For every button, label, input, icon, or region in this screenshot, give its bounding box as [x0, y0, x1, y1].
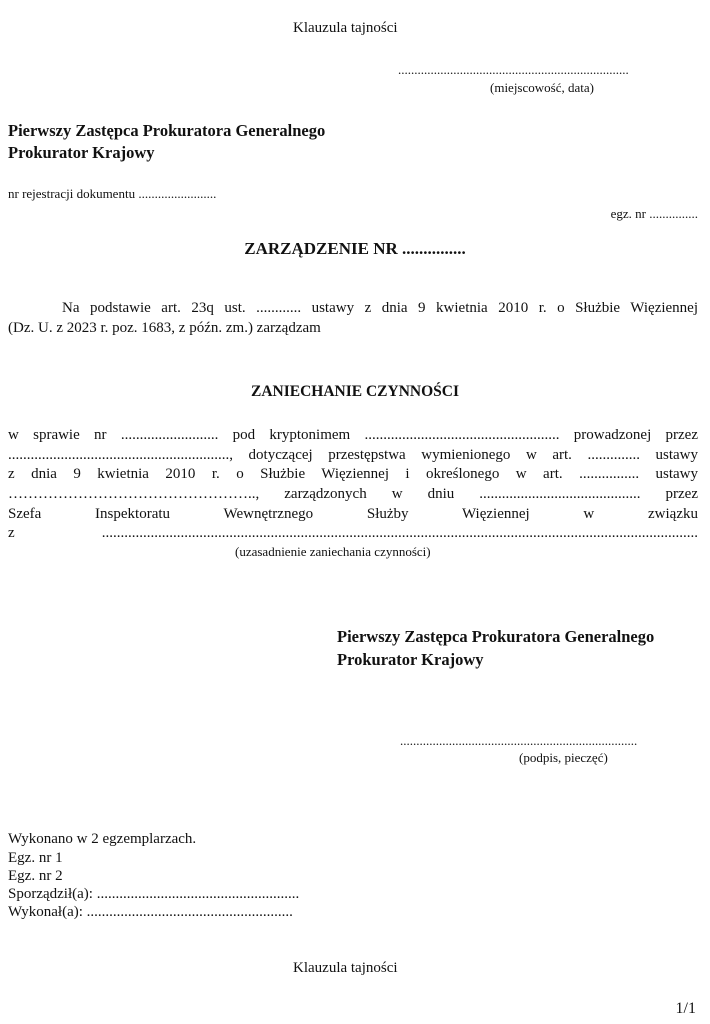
prepared-by: Sporządził(a): ......................................................: [8, 886, 300, 902]
page-number: 1/1: [675, 1000, 696, 1017]
signature-label: (podpis, pieczęć): [519, 750, 608, 765]
signature-dots: .........................................................................: [400, 733, 638, 748]
body-line: z ...............................................................................................................................................................: [8, 525, 698, 541]
executed-by: Wykonał(a): .......................................................: [8, 904, 293, 920]
preamble-line1: Na podstawie art. 23q ust. ............ ustawy z dnia 9 kwietnia 2010 r. o Służbie Więziennej: [62, 300, 698, 316]
copy-2-note: Egz. nr 2: [8, 868, 63, 884]
classification-footer: Klauzula tajności: [293, 960, 398, 976]
place-date-dots: .......................................................................: [398, 62, 629, 77]
signature-title-line2: Prokurator Krajowy: [337, 650, 484, 669]
place-date-label: (miejscowość, data): [490, 80, 594, 95]
classification-header: Klauzula tajności: [293, 20, 398, 36]
body-line: ………………………………………….., zarządzonych w dniu ........................................... przez: [8, 486, 698, 502]
registration-number: nr rejestracji dokumentu ........................: [8, 186, 217, 201]
section-title: ZANIECHANIE CZYNNOŚCI: [251, 383, 459, 400]
body-line: w sprawie nr .......................... pod kryptonimem .................................................... prowadzonej przez: [8, 427, 698, 443]
copy-number: egz. nr ...............: [610, 206, 698, 221]
signature-title-line1: Pierwszy Zastępca Prokuratora Generalnego: [337, 627, 655, 646]
copy-1-note: Egz. nr 1: [8, 850, 63, 866]
body-line: Szefa Inspektoratu Wewnętrznego Służby Więziennej w związku: [8, 506, 698, 522]
issuer-line2: Prokurator Krajowy: [8, 143, 155, 162]
issuer-line1: Pierwszy Zastępca Prokuratora Generalnego: [8, 121, 326, 140]
justification-label: (uzasadnienie zaniechania czynności): [235, 544, 431, 559]
order-title: ZARZĄDZENIE NR ...............: [244, 239, 466, 258]
body-line: z dnia 9 kwietnia 2010 r. o Służbie Więziennej i określonego w art. ................ ustawy: [8, 466, 698, 482]
preamble-line2: (Dz. U. z 2023 r. poz. 1683, z późn. zm.) zarządzam: [8, 320, 321, 336]
copies-note: Wykonano w 2 egzemplarzach.: [8, 831, 197, 847]
body-line: ..........................................................., dotyczącej przestępstwa wymienionego w art. .............. ustawy: [8, 447, 698, 463]
